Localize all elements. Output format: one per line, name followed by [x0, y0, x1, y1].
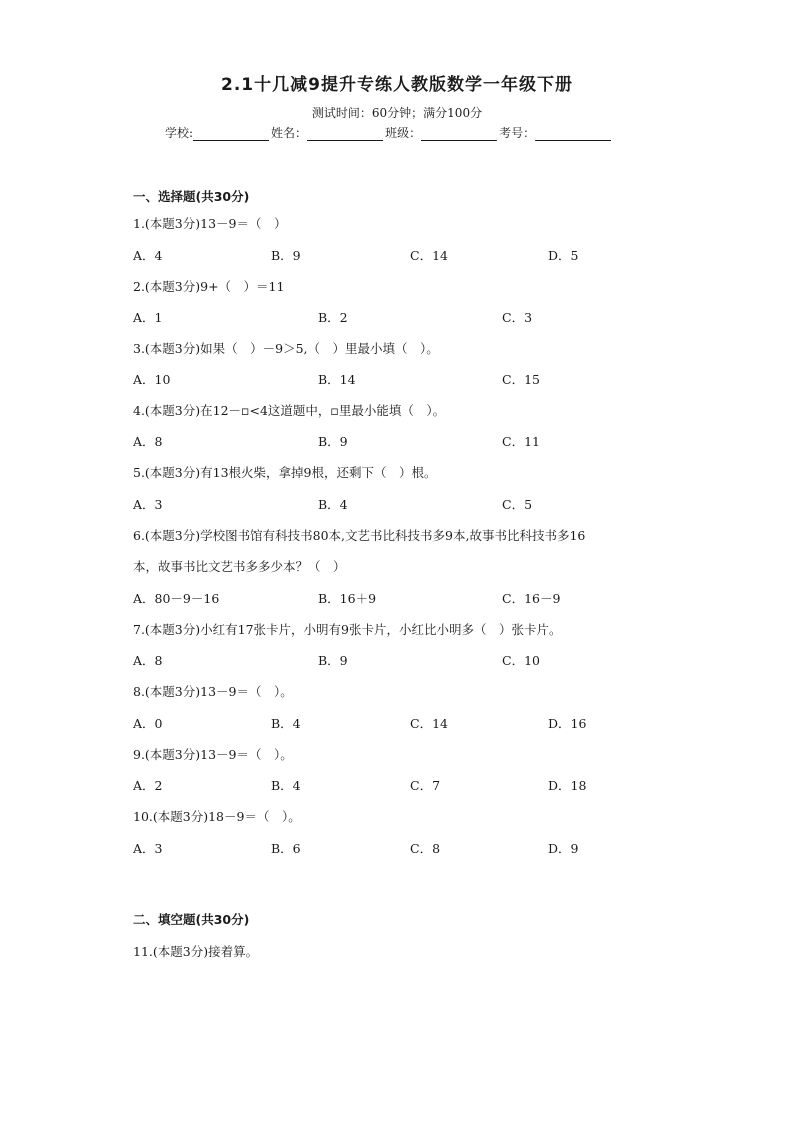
option-b[interactable]: B．4	[318, 497, 348, 512]
options-9	[133, 776, 693, 792]
option-c[interactable]: C．3	[502, 310, 533, 325]
option-c[interactable]: C．7	[410, 778, 441, 793]
option-b[interactable]: B．9	[318, 434, 348, 449]
option-d[interactable]: D．5	[548, 248, 579, 263]
option-c[interactable]: C．14	[410, 716, 448, 731]
option-a[interactable]: A．4	[133, 248, 163, 263]
option-a[interactable]: A．80－9－16	[133, 591, 220, 606]
option-b[interactable]: B．4	[271, 716, 301, 731]
name-label: 姓名：	[271, 126, 308, 140]
option-d[interactable]: D．16	[548, 716, 587, 731]
option-a[interactable]: A．1	[133, 310, 163, 325]
options-2	[133, 308, 693, 324]
option-c[interactable]: C．16－9	[502, 591, 561, 606]
option-b[interactable]: B．9	[271, 248, 301, 263]
option-a[interactable]: A．0	[133, 716, 163, 731]
school-label: 学校:	[165, 126, 194, 140]
question-8: 8.(本题3分)13－9＝（ ）。	[133, 684, 293, 699]
class-label: 班级：	[385, 126, 422, 140]
option-d[interactable]: D．18	[548, 778, 587, 793]
question-2: 2.(本题3分)9+（ ）＝11	[133, 279, 285, 294]
option-b[interactable]: B．14	[318, 372, 356, 387]
options-1	[133, 246, 693, 262]
option-c[interactable]: C．15	[502, 372, 540, 387]
student-info-line	[165, 124, 613, 141]
option-b[interactable]: B．6	[271, 841, 301, 856]
option-b[interactable]: B．16＋9	[318, 591, 377, 606]
option-b[interactable]: B．4	[271, 778, 301, 793]
option-a[interactable]: A．8	[133, 434, 163, 449]
option-c[interactable]: C．10	[502, 653, 540, 668]
school-blank[interactable]	[193, 127, 269, 141]
option-a[interactable]: A．2	[133, 778, 163, 793]
question-3: 3.(本题3分)如果（ ）－9＞5,（ ）里最小填（ ）。	[133, 341, 439, 356]
exam-number-label: 考号：	[499, 126, 536, 140]
question-6-continued: 本，故事书比文艺书多多少本？（ ）	[133, 559, 346, 574]
class-blank[interactable]	[421, 127, 497, 141]
question-4: 4.(本题3分)在12－▫<4这道题中，▫里最小能填（ ）。	[133, 403, 446, 418]
options-10	[133, 839, 693, 855]
question-1: 1.(本题3分)13－9＝（ ）	[133, 216, 287, 231]
page-title: 2.1十几减9提升专练人教版数学一年级下册	[221, 75, 573, 95]
exam-number-blank[interactable]	[535, 127, 611, 141]
question-9: 9.(本题3分)13－9＝（ ）。	[133, 747, 293, 762]
section-heading-choice: 一、选择题(共30分)	[133, 189, 250, 204]
option-d[interactable]: D．9	[548, 841, 579, 856]
option-a[interactable]: A．3	[133, 841, 163, 856]
option-b[interactable]: B．2	[318, 310, 348, 325]
options-3	[133, 370, 693, 386]
option-c[interactable]: C．5	[502, 497, 533, 512]
options-7	[133, 651, 693, 667]
question-11: 11.(本题3分)接着算。	[133, 944, 259, 959]
question-7: 7.(本题3分)小红有17张卡片，小明有9张卡片，小红比小明多（ ）张卡片。	[133, 622, 562, 637]
options-5	[133, 495, 693, 511]
option-c[interactable]: C．14	[410, 248, 448, 263]
question-10: 10.(本题3分)18－9＝（ ）。	[133, 809, 301, 824]
question-5: 5.(本题3分)有13根火柴，拿掉9根，还剩下（ ）根。	[133, 465, 437, 480]
option-a[interactable]: A．10	[133, 372, 171, 387]
question-6: 6.(本题3分)学校图书馆有科技书80本,文艺书比科技书多9本,故事书比科技书多16	[133, 528, 586, 543]
section-heading-fill-blank: 二、填空题(共30分)	[133, 912, 250, 927]
option-a[interactable]: A．8	[133, 653, 163, 668]
name-blank[interactable]	[307, 127, 383, 141]
test-info: 测试时间：60分钟；满分100分	[311, 106, 483, 120]
option-c[interactable]: C．11	[502, 434, 540, 449]
option-c[interactable]: C．8	[410, 841, 441, 856]
option-a[interactable]: A．3	[133, 497, 163, 512]
options-8	[133, 714, 693, 730]
options-4	[133, 432, 693, 448]
option-b[interactable]: B．9	[318, 653, 348, 668]
options-6	[133, 589, 693, 605]
